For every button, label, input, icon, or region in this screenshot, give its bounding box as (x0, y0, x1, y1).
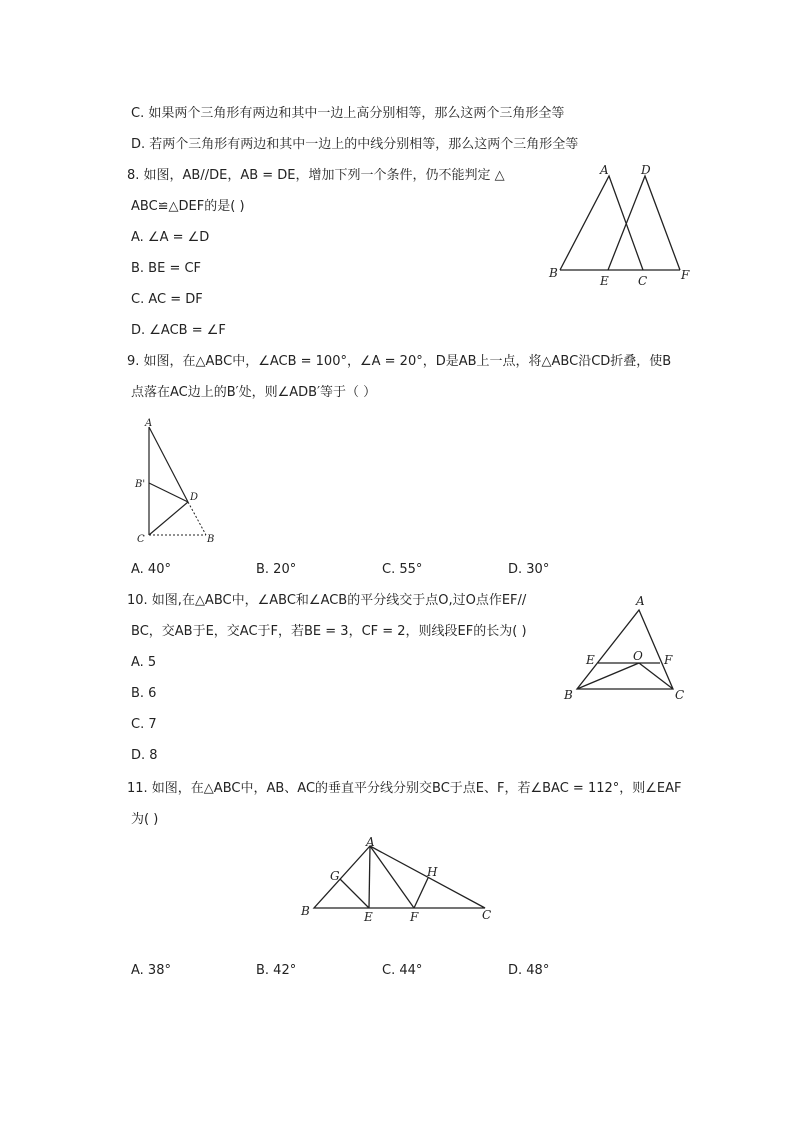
q11-option-b: B. 42° (256, 963, 297, 978)
q9-stem-line2: 点落在AC边上的B′处，则∠ADB′等于（ ） (131, 385, 377, 400)
q11-label-a: A (366, 835, 375, 849)
q9-segment-cd (149, 502, 188, 535)
q11-segment-af (370, 846, 414, 908)
q9-label-d: D (190, 492, 199, 503)
q8-stem-line2: ABC≌△DEF的是( ) (131, 199, 245, 214)
q10-stem-line1: 10. 如图,在△ABC中，∠ABC和∠ACB的平分线交于点O,过O点作EF// (127, 593, 527, 608)
q9-label-b: B (207, 534, 215, 545)
q8-label-b: B (549, 266, 558, 280)
q11-figure (295, 835, 505, 930)
q8-triangle-def (608, 176, 680, 270)
q10-label-a: A (636, 594, 645, 608)
q11-stem-line2: 为( ) (131, 812, 159, 827)
q11-label-g: G (330, 869, 340, 883)
q9-label-b-prime: B' (135, 479, 146, 490)
q9-stem-line1: 9. 如图，在△ABC中，∠ACB = 100°，∠A = 20°，D是AB上一点，将△ABC沿CD折叠，使B (127, 354, 672, 369)
q10-stem-line2: BC，交AB于E，交AC于F，若BE = 3，CF = 2，则线段EF的长为( ) (131, 624, 527, 639)
q10-label-f: F (664, 653, 673, 667)
q11-segment-ge (340, 879, 369, 908)
q9-option-b: B. 20° (256, 562, 297, 577)
q8-option-a: A. ∠A = ∠D (131, 230, 210, 245)
q8-label-e: E (600, 274, 609, 288)
q8-option-d: D. ∠ACB = ∠F (131, 323, 226, 338)
q8-option-c: C. AC = DF (131, 292, 203, 307)
q9-label-a: A (145, 418, 153, 429)
q10-label-c: C (675, 688, 685, 702)
q10-option-c: C. 7 (131, 717, 157, 732)
q9-option-a: A. 40° (131, 562, 171, 577)
q8-figure (540, 160, 710, 295)
q11-segment-hf (414, 878, 428, 908)
q8-stem-line1: 8. 如图，AB//DE，AB = DE，增加下列一个条件，仍不能判定 △ (127, 168, 505, 183)
q7-option-c: C. 如果两个三角形有两边和其中一边上高分别相等，那么这两个三角形全等 (131, 106, 565, 121)
q8-label-c: C (638, 274, 648, 288)
q11-label-e: E (364, 910, 373, 924)
q11-option-a: A. 38° (131, 963, 171, 978)
q11-option-d: D. 48° (508, 963, 550, 978)
q11-label-b: B (301, 904, 310, 918)
q11-label-h: H (427, 865, 438, 879)
q11-triangle-abc (314, 846, 485, 908)
q7-option-d: D. 若两个三角形有两边和其中一边上的中线分别相等，那么这两个三角形全等 (131, 137, 579, 152)
q10-option-a: A. 5 (131, 655, 157, 670)
q10-label-o: O (633, 649, 643, 663)
q9-dashed-db (188, 502, 206, 535)
q11-stem-line1: 11. 如图，在△ABC中，AB、AC的垂直平分线分别交BC于点E、F，若∠BAC = 112°，则∠EAF (127, 781, 682, 796)
q10-label-e: E (586, 653, 595, 667)
q11-label-c: C (482, 908, 492, 922)
q9-figure (130, 415, 230, 550)
q10-option-b: B. 6 (131, 686, 157, 701)
q11-option-c: C. 44° (382, 963, 423, 978)
q10-option-d: D. 8 (131, 748, 158, 763)
q9-side-ad (149, 427, 188, 502)
q11-label-f: F (410, 910, 419, 924)
q8-option-b: B. BE = CF (131, 261, 202, 276)
q9-option-c: C. 55° (382, 562, 423, 577)
q11-segment-ae (369, 846, 370, 908)
q10-figure (560, 590, 700, 705)
q9-label-c: C (137, 534, 145, 545)
q9-option-d: D. 30° (508, 562, 550, 577)
q10-label-b: B (564, 688, 573, 702)
q8-label-f: F (681, 268, 690, 282)
q9-segment-b1d (149, 483, 188, 502)
q8-label-a: A (600, 163, 609, 177)
q10-triangle-abc (577, 610, 673, 689)
q8-label-d: D (641, 163, 651, 177)
q8-triangle-abc (560, 176, 643, 270)
